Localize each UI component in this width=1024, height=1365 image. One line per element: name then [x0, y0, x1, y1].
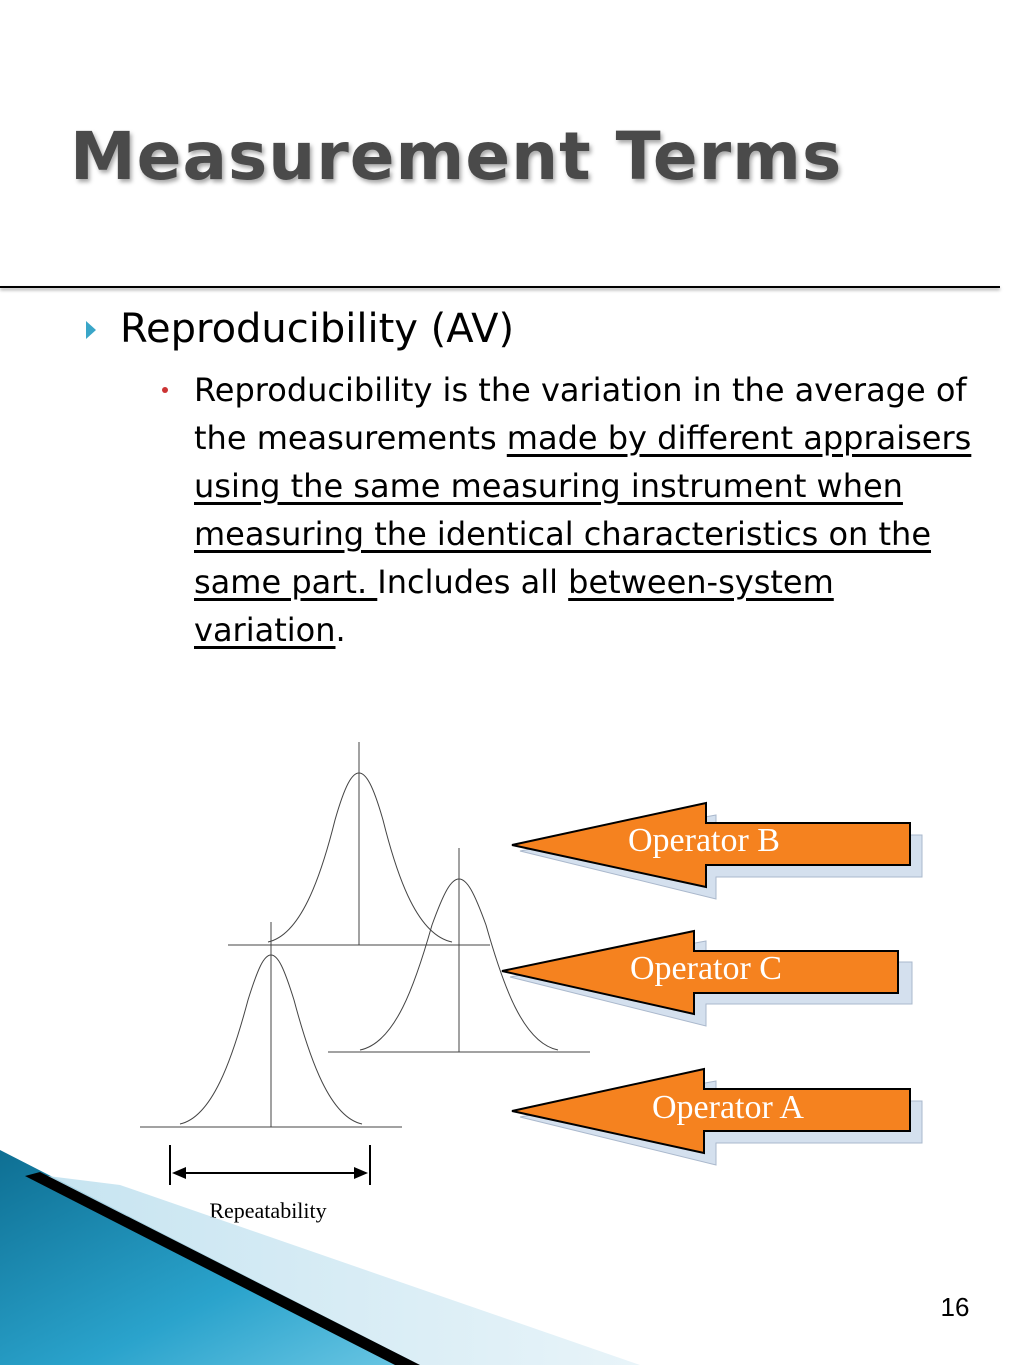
page-number: 16: [940, 1292, 970, 1322]
operator-c-label: Operator C: [629, 950, 783, 987]
curve-operator-b: [228, 742, 490, 945]
between-system-text: between-system variation: [194, 563, 834, 649]
includes-text: Includes all: [377, 563, 569, 601]
title-divider: [0, 286, 1000, 288]
operator-b-label: Operator B: [627, 822, 781, 859]
triangle-bullet-icon: [86, 321, 96, 339]
curve-operator-c: [328, 848, 590, 1052]
arrow-operator-c: [502, 931, 912, 1026]
operator-a-label: Operator A: [651, 1089, 805, 1126]
dot-bullet-icon: [162, 387, 168, 393]
curve-operator-a: [140, 922, 402, 1127]
definition-text: Reproducibility is the variation in the average of the measurements: [194, 371, 967, 457]
arrow-operator-b: [512, 803, 922, 899]
period-text: .: [335, 611, 346, 649]
definition-underlined-text: made by different appraisers using the same measuring instrument when measuring the identical characteristics on the same part.: [194, 419, 972, 601]
bullet-level1-text: Reproducibility (AV): [120, 306, 515, 352]
slide-title: Measurement Terms: [70, 118, 843, 195]
corner-decoration: [0, 1140, 1024, 1365]
bell-curve-operator-b: [268, 773, 452, 942]
repeatability-label: Repeatability: [209, 1198, 327, 1223]
bullet-level2-text: [194, 366, 974, 654]
